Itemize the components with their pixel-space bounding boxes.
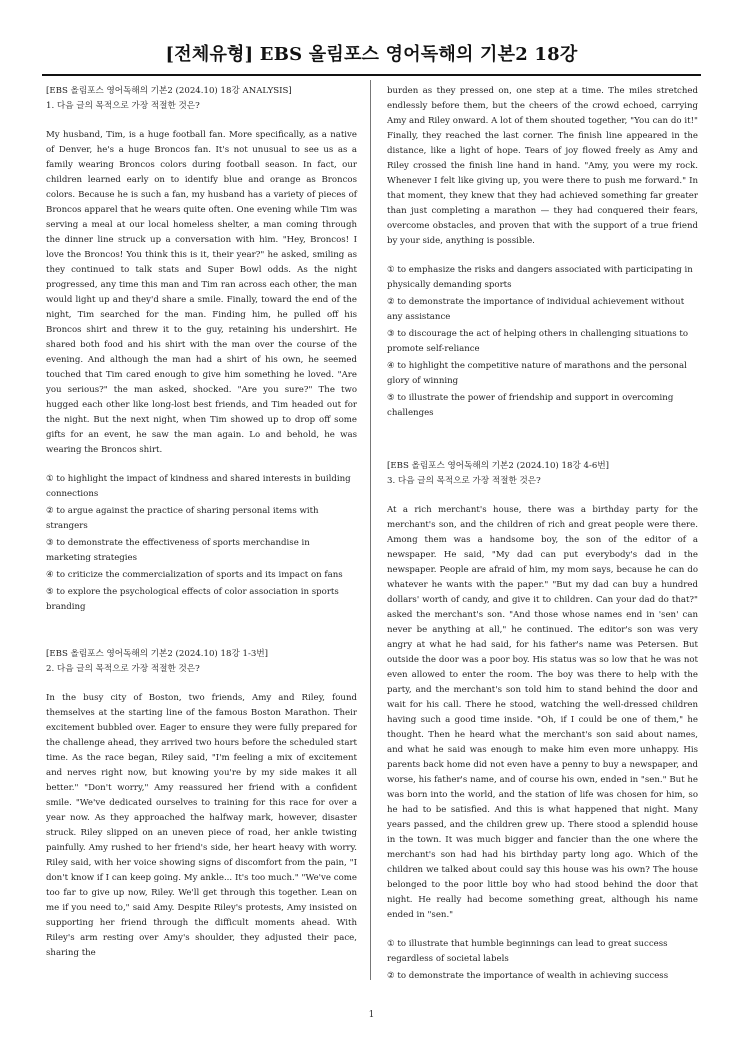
question-prompt: 1. 다음 글의 목적으로 가장 적절한 것은?: [46, 101, 200, 111]
page-title: [전체유형] EBS 올림포스 영어독해의 기본2 18강: [165, 44, 578, 65]
choice-5: ⑤ to illustrate the power of friendship and support in overcoming challenges: [387, 393, 674, 418]
choice-1: ① to emphasize the risks and dangers associated with participating in physically demanding sports: [387, 265, 693, 290]
answer-choices: [387, 263, 698, 421]
column-divider: [370, 80, 371, 980]
choice-3: ③ to discourage the act of helping others in challenging situations to promote self-reliance: [387, 329, 688, 354]
choice-2: ② to demonstrate the importance of individual achievement without any assistance: [387, 297, 685, 322]
choice-1: ① to highlight the impact of kindness and shared interests in building connections: [46, 474, 351, 499]
section-3: [387, 459, 698, 984]
section-1: [46, 84, 357, 615]
choice-2: ② to demonstrate the importance of wealth in achieving success: [387, 971, 669, 981]
passage-text: My husband, Tim, is a huge football fan. More specifically, as a native of Denver, he's a huge Broncos fan. It's not unusual to see us as a family wearing Broncos colors during football season. In fact, our children learned early on to identify blue and orange as Broncos colors. Because he is such a fan, my husband has a variety of pieces of Broncos apparel that he wears quite often. One evening while Tim was serving a meal at our local homeless shelter, a man coming through the dinner line struck up a conversation with him. "Hey, Broncos! I love the Broncos! You think this is it, their year?" he asked, smiling as they continued to talk stats and Super Bowl odds. As the night progressed, any time this man and Tim ran across each other, the man would light up and they'd share a smile. Finally, toward the end of the night, Tim searched for the man. Finding him, he pulled off his Broncos shirt and threw it to the guy, retaining his undershirt. He shared both food and his shirt with the man over the course of the evening. And although the man had a shirt of his own, he seemed touched that Tim cared enough to give him something he loved. "Are you serious?" the man asked, shocked. "Are you sure?" The two hugged each other like long-lost best friends, and Tim headed out for the night. But the next night, when Tim showed up to drop off some gifts for an event, he saw the man again. Lo and behold, he was wearing the Broncos shirt.: [46, 130, 357, 455]
passage-text: In the busy city of Boston, two friends, Amy and Riley, found themselves at the starting line of the famous Boston Marathon. Their excitement bubbled over. Eager to ensure they were fully prepared for the challenge ahead, they arrived two hours before the scheduled start time. As the race began, Riley said, "I'm feeling a mix of excitement and nerves right now, but knowing you're by my side makes it all better." "Don't worry," Amy reassured her friend with a confident smile. "We've dedicated ourselves to training for this race for over a year now. As they approached the halfway mark, however, disaster struck. Riley slipped on an uneven piece of road, her ankle twisting painfully. Amy rushed to her friend's side, her heart heavy with worry. Riley said, with her voice showing signs of discomfort from the pain, "I don't know if I can keep going. My ankle... It's too much." "We've come too far to give up now, Riley. We'll get through this together. Lean on me if you need to," said Amy. Despite Riley's protests, Amy insisted on supporting her friend through the difficult moments ahead. With Riley's arm resting over Amy's shoulder, they adjusted their pace, sharing the: [46, 693, 357, 958]
answer-choices: [387, 937, 698, 984]
choice-1: ① to illustrate that humble beginnings can lead to great success regardless of societal labels: [387, 939, 668, 964]
passage-text: At a rich merchant's house, there was a birthday party for the merchant's son, and the children of rich and great people were there. Among them was a handsome boy, the son of the editor of a newspaper. He said, "My dad can put everybody's dad in the newspaper. People are afraid of him, my mom says, because he can do whatever he wants with the paper." "But my dad can buy a hundred dollars' worth of candy, and give it to children. Can your dad do that?" asked the merchant's son. "And those whose names end in 'sen' can never be anything at all," he continued. The editor's son was very angry at what he had said, for his father's name was Petersen. But outside the door was a poor boy. His status was so low that he was not even allowed to enter the room. The boy was there to help with the party, and the merchant's son told him to stand behind the door and wait for his call. There he stood, watching the well-dressed children having such a good time inside. "Oh, if I could be one of them," he thought. Then he heard what the merchant's son said about names, and what he said was enough to make him even more unhappy. His parents back home did not even have a penny to buy a newspaper, and worse, his father's name, and of course his own, ended in "sen." But he was born into the world, and the station of life was chosen for him, so he had to be satisfied. And this is what happened that night. Many years passed, and the children grew up. There stood a splendid house in the town. It was much bigger and fancier than the one where the merchant's son had had his birthday party long ago. Which of the children we talked about could say this house was his own? The house belonged to the poor little boy who had stood behind the door that night. He really had become something great, although his name ended in "sen.": [387, 505, 698, 920]
choice-2: ② to argue against the practice of sharing personal items with strangers: [46, 506, 319, 531]
passage-text-continued: burden as they pressed on, one step at a time. The miles stretched endlessly before them, but the cheers of the crowd echoed, carrying Amy and Riley onward. A lot of them shouted together, "You can do it!" Finally, they reached the last corner. The finish line appeared in the distance, like a light of hope. Tears of joy flowed freely as Amy and Riley crossed the finish line hand in hand. "Amy, you were my rock. Whenever I felt like giving up, you were there to push me forward." In that moment, they knew that they had achieved something far greater than just completing a marathon — they had conquered their fears, overcome obstacles, and proven that with the support of a true friend by your side, anything is possible.: [387, 86, 698, 246]
choice-3: ③ to demonstrate the effectiveness of sports merchandise in marketing strategies: [46, 538, 310, 563]
answer-choices: [46, 472, 357, 615]
section-header: [EBS 올림포스 영어독해의 기본2 (2024.10) 18강 ANALYSIS]: [46, 86, 292, 96]
choice-4: ④ to criticize the commercialization of sports and its impact on fans: [46, 570, 343, 580]
choice-4: ④ to highlight the competitive nature of marathons and the personal glory of winning: [387, 361, 687, 386]
section-header: [EBS 올림포스 영어독해의 기본2 (2024.10) 18강 1-3번]: [46, 649, 268, 659]
section-2: [46, 647, 357, 961]
question-prompt: 3. 다음 글의 목적으로 가장 적절한 것은?: [387, 476, 541, 486]
question-prompt: 2. 다음 글의 목적으로 가장 적절한 것은?: [46, 664, 200, 674]
section-header: [EBS 올림포스 영어독해의 기본2 (2024.10) 18강 4-6번]: [387, 461, 609, 471]
page-number: 1: [368, 1010, 375, 1020]
right-column: [387, 84, 698, 986]
choice-5: ⑤ to explore the psychological effects of color association in sports branding: [46, 587, 339, 612]
left-column: [46, 84, 357, 975]
section-2-continued: [387, 84, 698, 421]
title-rule: [42, 74, 701, 76]
